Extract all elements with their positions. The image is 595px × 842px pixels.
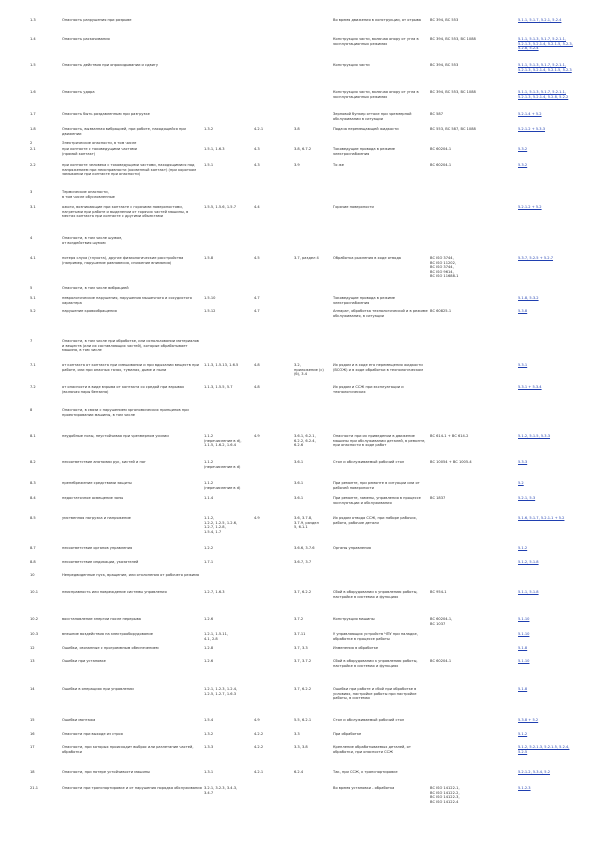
annex-ref: 1.7.1 [204,560,214,564]
hazard-description: ожоги, возникающие при контакте с горячими поверхностями, нагретыми при работе и выделении от горячих частей машины, в местах контакта при контакте с другими объектами [62,205,189,219]
requirement-link[interactable]: 5.1.1, 5.1.7, 5.2.1, 5.2.4 [518,18,562,22]
annex-ref: 1.1.4 [204,496,214,500]
row-number: 8.3 [30,481,36,485]
standard-ref: ВС 60204-1 [430,147,452,151]
row-number: 10 [30,573,35,577]
requirement-link[interactable]: 5.3.2 [518,163,528,167]
requirement-link[interactable]: 5.2.1, 5.3 [518,496,536,500]
annex-ref: 1.1.2 (перечисление в d) [204,460,241,469]
row-number: 7 [30,339,33,343]
row-number: 1.7 [30,112,36,116]
row-number: 3.1 [30,205,36,209]
row-number: 7.1 [30,363,36,367]
row-number: 16 [30,732,35,736]
danger-zone: Обработка рыхления в ходе отвода [333,256,402,260]
section-ref: 3.7, 6.2.2 [294,590,312,594]
clause-ref: 4.8 [254,363,260,367]
hazard-description: Ошибки при установке [62,659,106,663]
section-ref: 3.7.2 [294,617,304,621]
section-ref: 3.6.1, 6.2.1, 6.2.2, 6.2.4, 6.2.6 [294,434,316,448]
danger-zone: Ошибки при работе и сбой при обработке в условиях, настройке работы при настройке работы, в системах [333,687,417,701]
hazard-description: Опасности при транспортировке и от нарушения порядка обслуживания [62,786,202,790]
requirement-link[interactable]: 5.1.1, 5.1.8 [518,590,539,594]
clause-ref: 4.5 [254,256,260,260]
danger-zone: При ремонте, при ремонте в ситуации или от рабочей поверхности [333,481,420,490]
annex-ref: 1.3.2 [204,127,214,131]
hazard-description: неврологические нарушения, нарушения мышечного и сосудистого характера [62,296,192,305]
standard-ref: ВС 60825-1 [430,309,452,313]
requirement-link[interactable]: 5.1.2, 5.1.8 [518,560,539,564]
danger-zone: Так, при ССЖ, к транспортировке [333,770,398,774]
danger-zone: Во время движения в конструкции, от отрыва [333,18,422,22]
hazard-description: несоответствие органов управления [62,546,133,550]
requirement-link[interactable]: 5.3.7, 5.2.5 + 5.2.7 [518,256,554,260]
clause-ref: 4.9 [254,434,260,438]
danger-zone: Их рядом и в ходе его перемещения жидкости (ВСОЖ) и в ходе обработки в технологическом [333,363,423,372]
row-number: 5.2 [30,309,36,313]
requirement-link[interactable]: 5.3.8 + 5.2 [518,718,539,722]
annex-ref: 1.1.2 (перечисление в d) [204,481,241,490]
requirement-link[interactable]: 5.1.1, 5.1.3, 5.1.7, 5.2.1.1, 5.2.1.3, 5.2.1.4, 5.2.1.5, 5.2.3, 5.2.8, 5.2.4 [518,37,573,51]
requirement-link[interactable]: 5.2.1.2 + 5.3.3 [518,127,546,131]
annex-ref: 1.1.3, 1.5.13, 1.6.5 [204,363,239,367]
requirement-link[interactable]: 5.3.1 + 5.3.4 [518,385,542,389]
annex-ref: 1.5.12 [204,309,216,313]
requirement-link[interactable]: 5.3.1 [518,363,528,367]
hazard-description: умственная нагрузка и напряжение [62,516,131,520]
danger-zone: Их рядом и ССЖ при эксплуатации и технологических [333,385,404,394]
row-number: 1.6 [30,90,36,94]
requirement-link[interactable]: 5.3.8 [518,309,528,313]
hazard-description: внешние воздействия на электрооборудование [62,632,153,636]
danger-zone: При ремонте, замены, управления в процессе эксплуатации и обслуживания [333,496,421,505]
requirement-link[interactable]: 5.3.3 [518,460,528,464]
row-number: 8.8 [30,560,36,564]
section-ref: 3.6, 3.7.8, 3.7.9, раздел 5, 6.1.1 [294,516,319,530]
row-number: 8.1 [30,434,36,438]
annex-ref: 3.2.1, 3.2.3, 3.4.3, 3.4.7 [204,786,238,795]
danger-zone: Сбой в оборудовании к управлению работы, настройке в системах и функциях [333,659,418,668]
clause-ref: 4.2.1 [254,127,264,131]
danger-zone: Подача перемещающей жидкости [333,127,399,131]
section-ref: 6.2.4 [294,770,304,774]
standard-ref: ВС ISO 3744, ВС ISO 11202, ВС ISO 3744, ВС ISO 9614, ВС ISO 11688-1 [430,256,459,279]
danger-zone: Крепление обрабатываемых деталей, от обработки, при опасности ССЖ [333,745,411,754]
clause-ref: 4.2.1 [254,770,264,774]
hazard-description: потеря слуха (глухота), другие физиологические расстройства (например, нарушение равновесия, снижение внимания) [62,256,184,265]
standard-ref: ВС 394, ВС 553 [430,18,459,22]
requirement-link[interactable]: 5.1.10 [518,659,530,663]
row-number: 8 [30,408,33,412]
hazard-description: Опасности, в том числе при обработке, или использовании материалов и веществ (или их составляющих частей), которые обрабатывает машина, в том числе [62,339,199,353]
hazard-description: Опасности, при потере устойчивости машины [62,770,150,774]
row-number: 13 [30,659,35,663]
requirement-link[interactable]: 5.1.2.3 [518,786,531,790]
section-ref: 3.6.1 [294,460,304,464]
row-number: 2 [30,141,33,145]
row-number: 1.4 [30,37,36,41]
requirement-link[interactable]: 5.1.2, 5.2.1.3, 5.2.1.5, 5.2.4, 5.2.5 [518,745,570,754]
standard-ref: ВС 394, ВС 553, ВС 1088 [430,90,476,94]
danger-zone: Зерновой бункер оттоке при чрезмерной обслуживании в ситуации [333,112,412,121]
row-number: 15 [30,718,35,722]
row-number: 10.2 [30,617,39,621]
annex-ref: 1.5.5, 1.5.6, 1.5.7 [204,205,237,209]
requirement-link[interactable]: 5.1.1, 5.1.3, 5.1.7, 5.2.1.1, 5.2.1.3, 5.2.1.4, 5.2.8, 5.2.2 [518,90,569,99]
requirement-link[interactable]: 5.2.1.4 + 5.2 [518,112,542,116]
hazard-description: от контакта от контакта при смешивании и при вдыхании веществ при работе, или при опасных газах, туманах, дыме и пыли [62,363,199,372]
row-number: 10.1 [30,590,39,594]
section-ref: 3.7.11 [294,632,306,636]
row-number: 8.2 [30,460,36,464]
requirement-link[interactable]: 5.1.6, 5.1.7, 5.2.1.1 + 5.2 [518,516,565,520]
hazard-description: Опасности, при которых происходит выброс или разлетание частей, обработки [62,745,194,754]
hazard-description: Опасность быть раздавленным при разгрузке [62,112,150,116]
annex-ref: 1.5.1 [204,163,214,167]
annex-ref: 1.3.1 [204,770,214,774]
danger-zone: Сбой в оборудовании к управлению работы, настройке в системах и функциях [333,590,418,599]
hazard-description: нарушение кровообращения [62,309,117,313]
annex-ref: 1.2.1, 1.5.11, 4.1, 2.8 [204,632,229,641]
requirement-link[interactable]: 5.2.1.2 + 5.2 [518,205,542,209]
requirement-link[interactable]: 5.2.1.2, 5.3.4, 5.2 [518,770,551,774]
standard-ref: ВС ISO 14122-1, ВС ISO 14122-2, ВС ISO 14122-3, ВС ISO 14122-4 [430,786,460,804]
requirement-link[interactable]: 5.1.8, 5.3.2 [518,296,539,300]
hazard-description: неисправность или повреждение системы управления [62,590,167,594]
row-number: 1.8 [30,127,36,131]
section-ref: 3.7, 3.3 [294,646,308,650]
annex-ref: 1.2.6 [204,659,214,663]
standard-ref: ВС 60204-1, ВС 1037 [430,617,453,626]
hazard-description: восстановление энергии после перерыва [62,617,141,621]
annex-ref: 1.2.7, 1.6.3 [204,590,225,594]
row-number: 2.2 [30,163,36,167]
danger-zone: Их рядом отвода ССЖ, при наборе рабочих, работа, рабочие детали [333,516,417,525]
annex-ref: 1.5.10 [204,296,216,300]
section-ref: 3.6.7, 3.7 [294,560,312,564]
danger-zone: Органы управления [333,546,371,550]
section-ref: 3.9 [294,163,300,167]
section-ref: 3.8 [294,127,300,131]
hazard-description: Опасность раскачивания [62,37,110,41]
requirement-link[interactable]: 5.1.2, 5.1.5, 5.3.3 [518,434,551,438]
annex-ref: 1.5.1, 1.6.3 [204,147,225,151]
annex-ref: 1.2.1, 1.2.3, 1.2.4, 1.2.5, 1.2.7, 1.6.3 [204,687,238,696]
clause-ref: 4.9 [254,516,260,520]
row-number: 3 [30,190,33,194]
hazard-description: Опасности, в том числе вибрацией [62,286,129,290]
requirement-link[interactable]: 5.3.2 [518,147,528,151]
standard-ref: ВС 10054 + ВС 1005-4 [430,460,472,464]
hazard-description: недостаточное освещение зоны [62,496,124,500]
standard-ref: ВС 614-1 + ВС 614-2 [430,434,469,438]
annex-ref: 1.2.8 [204,646,214,650]
clause-ref: 4.7 [254,309,260,313]
danger-zone: Токоведущие провода в режиме электроснабжения [333,147,396,156]
standard-ref: ВС 1837 [430,496,446,500]
requirement-link[interactable]: 5.1.2 [518,732,528,736]
hazard-description: Ошибки, связанные с программным обеспечением [62,646,159,650]
hazard-description: Термические опасности, в том числе обусловленные [62,190,115,199]
danger-zone: Аппарат, обработка технологической и в режиме обслуживания, в ситуации [333,309,428,318]
clause-ref: 4.3 [254,147,260,151]
annex-ref: 1.3.2 [204,732,214,736]
hazard-description: несоответствие индикации, указателей [62,560,139,564]
annex-ref: 1.2.2 [204,546,214,550]
section-ref: 3.6.6, 3.7.6 [294,546,315,550]
clause-ref: 4.7 [254,296,260,300]
danger-zone: Горячие поверхности [333,205,374,209]
hazard-description: Опасности, в том числе шумом, от воздействия шумом [62,236,123,245]
clause-ref: 4.3 [254,163,260,167]
danger-zone: При обработке [333,732,362,736]
section-ref: 3.6.1 [294,481,304,485]
hazard-description: пренебрежение средствами защиты [62,481,132,485]
requirement-link[interactable]: 5.1.10 [518,632,530,636]
clause-ref: 4.2.2 [254,745,264,749]
hazard-description: при контакте человека с токоведущими частями, находящимися под напряжением при неисправности (косвенный контакт) (при коротком замыкании при контакте при опасности) [62,163,197,177]
section-ref: 3.8, 6.7.2 [294,147,312,151]
standard-ref: ВС 60204-1 [430,163,452,167]
danger-zone: Конструкция части [333,63,370,67]
danger-zone: Конструкция части, включая опору от угла в эксплуатационных режимах [333,90,419,99]
danger-zone: Конструкция машины [333,617,375,621]
annex-ref: 1.3.3 [204,745,214,749]
clause-ref: 4.2.2 [254,732,264,736]
row-number: 1.5 [30,63,36,67]
section-ref: 3.2, приложение (с) (б), 3.4 [294,363,324,377]
row-number: 17 [30,745,35,749]
danger-zone: Изменения в обработке [333,646,379,650]
row-number: 4.1 [30,256,36,260]
hazard-description: Опасность разрушения при разрыве [62,18,132,22]
row-number: 8.7 [30,546,36,550]
annex-ref: 1.1.2 (перечисление в d), 1.1.5, 1.6.2, 1.6.4 [204,434,242,448]
row-number: 4 [30,236,33,240]
danger-zone: То же [333,163,344,167]
danger-zone: Опасности при их приведении в движение машины при обслуживании деталей, в ремонте, при опасности в ходе работ [333,434,426,448]
section-ref: 3.7, 6.2.2 [294,687,312,691]
section-ref: 3.7, раздел 4 [294,256,319,260]
hazard-description: неудобные позы, неустойчивая при чрезмерном усилии [62,434,169,438]
hazard-description: Опасности, в связи с нарушением эргономических принципов при проектировании машины, в том числе [62,408,189,417]
annex-ref: 1.1.2, 1.2.2, 1.2.5, 1.2.6, 1.2.7, 1.2.8, 1.5.4, 1.7 [204,516,238,534]
annex-ref: 1.5.4 [204,718,214,722]
hazard-description: несоответствие анатомии рук, кистей и ног [62,460,146,464]
row-number: 12 [30,646,35,650]
clause-ref: 4.8 [254,385,260,389]
row-number: 5 [30,286,33,290]
section-ref: 3.3 [294,732,300,736]
danger-zone: Токоведущие провода в режиме электроснабжения [333,296,396,305]
annex-ref: 1.1.3, 1.5.5, 5.7 [204,385,233,389]
row-number: 2.1 [30,147,36,151]
requirement-link[interactable]: 5.1.2 [518,546,528,550]
requirement-link[interactable]: 5.1.10 [518,617,530,621]
requirement-link[interactable]: 5.1.8 [518,687,528,691]
hazard-description: Опасность действия при опрокидывании и сдвигу [62,63,158,67]
danger-zone: Стол и обслуживаемый рабочий стол [333,460,405,464]
standard-ref: ВС 394, ВС 553, ВС 1088 [430,37,476,41]
row-number: 1.3 [30,18,36,22]
annex-ref: 1.5.8 [204,256,214,260]
row-number: 18 [30,770,35,774]
danger-zone: Конструкция части, включая опору от угла в эксплуатационных режимах [333,37,419,46]
hazard-description: Опасность, вызванная вибрацией, при работе, находящейся при движении [62,127,186,136]
hazard-description: Опасности при выходе из строя [62,732,123,736]
clause-ref: 4.4 [254,205,260,209]
requirement-link[interactable]: 5.1.8 [518,646,528,650]
row-number: 8.4 [30,496,36,500]
row-number: 8.5 [30,516,36,520]
section-ref: 5.5, 6.2.1 [294,718,312,722]
danger-zone: Стол и обслуживаемый рабочий стол [333,718,405,722]
hazard-description: Ошибки монтажа [62,718,96,722]
hazard-description: Ошибки в операциях при управлении [62,687,134,691]
hazard-description: при контакте с токоведущими частями (прямой контакт) [62,147,137,156]
danger-zone: У управляющих устройств ЧПУ при наладке, обработке в процессе работы [333,632,418,641]
standard-ref: ВС 954-1 [430,590,447,594]
row-number: 7.2 [30,385,36,389]
standard-ref: ВС 394, ВС 553 [430,63,459,67]
section-ref: 3.7, 3.7.2 [294,659,312,663]
requirement-link[interactable]: 5.2 [518,481,524,485]
annex-ref: 1.2.6 [204,617,214,621]
standard-ref: ВС 60204-1 [430,659,452,663]
clause-ref: 4.9 [254,718,260,722]
row-number: 21.1 [30,786,39,790]
standard-ref: ВС 553, ВС 587, ВС 1088 [430,127,476,131]
requirement-link[interactable]: 5.1.1, 5.1.3, 5.1.7, 5.2.1.1, 5.2.1.3, 5.2.1.4, 5.2.1.5, 5.2.3 [518,63,572,72]
hazard-description: от опасности в виде взрыва от контакта со средой при взрывах (включая пары бензина) [62,385,185,394]
section-ref: 3.6.1 [294,496,304,500]
hazard-description: Электрические опасности, в том числе [62,141,137,145]
standard-ref: ВС 587 [430,112,443,116]
section-ref: 3.3, 3.8 [294,745,308,749]
danger-zone: Во время установки - обработка [333,786,395,790]
row-number: 10.3 [30,632,39,636]
row-number: 5.1 [30,296,36,300]
hazard-description: Непредвиденные пуск, вращение, или отклонения от рабочего режима [62,573,200,577]
hazard-description: Опасность удара [62,90,95,94]
row-number: 14 [30,687,35,691]
